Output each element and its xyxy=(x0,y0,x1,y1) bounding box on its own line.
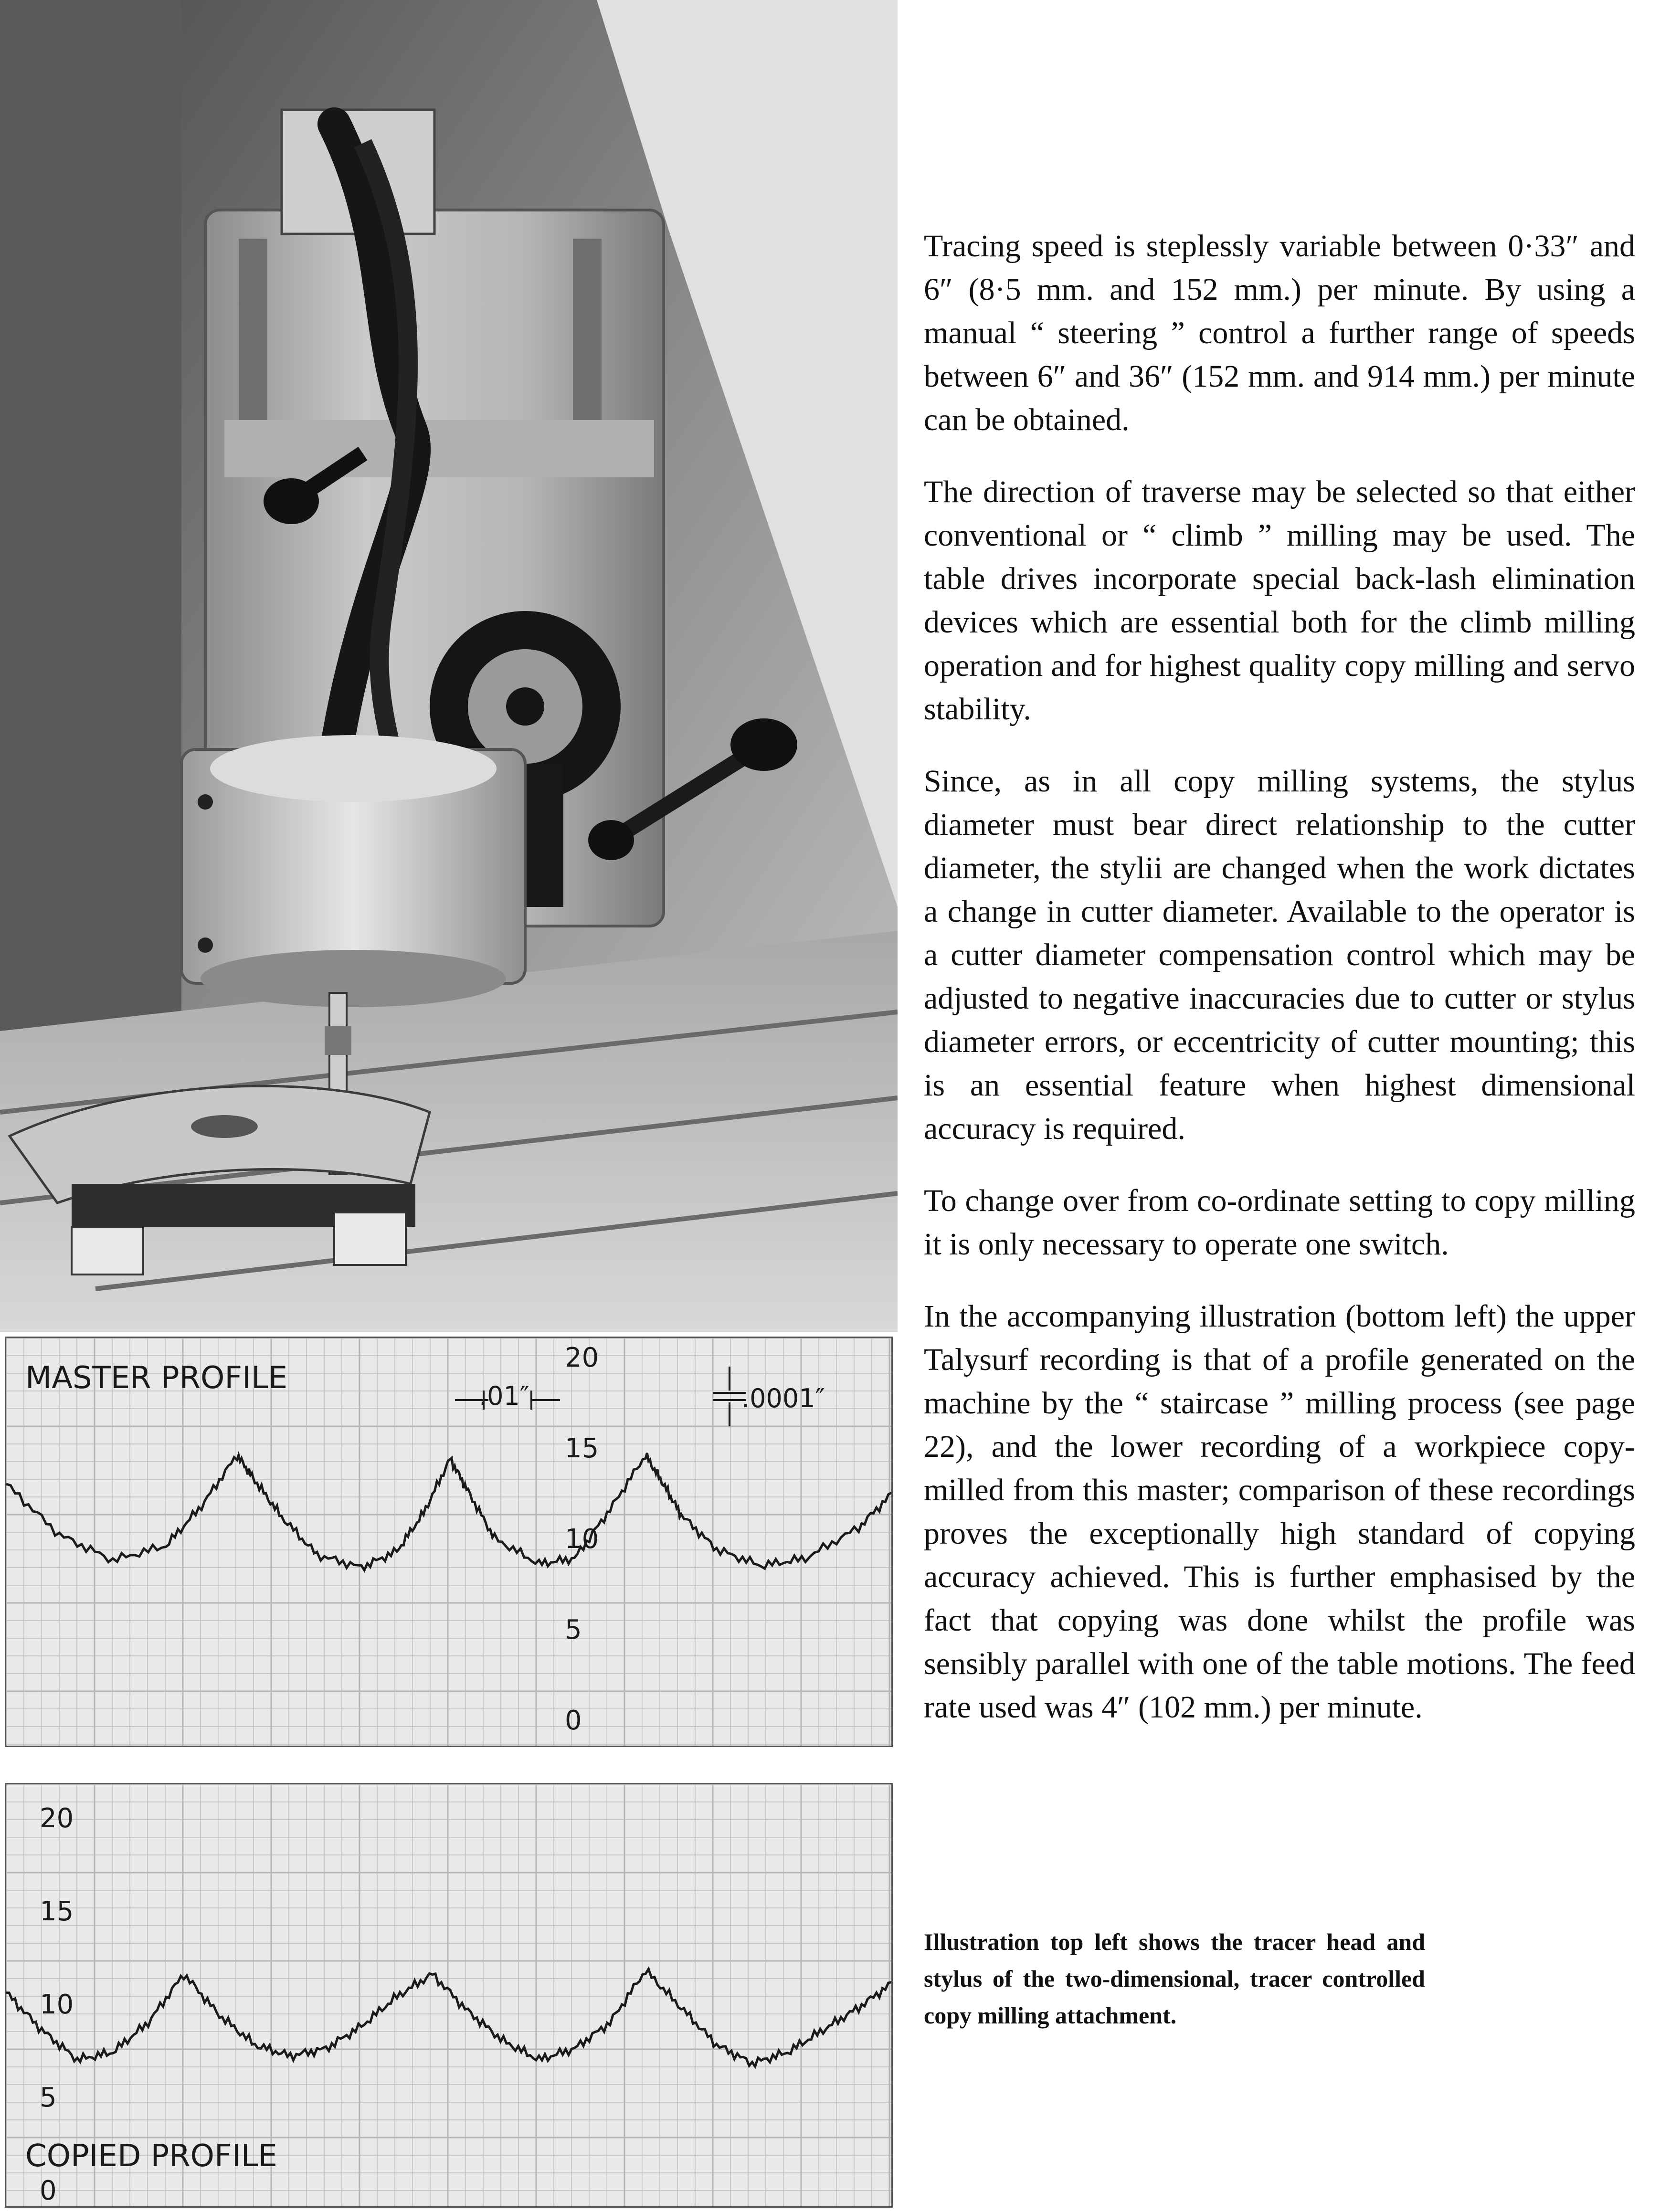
paragraph-illustration-recordings: In the accompanying illustration (bottom left) the upper Talysurf recording is that of a profile generated on the machine by the “ staircase ” milling process (see page 22), and the lower recording of a workpiece copy-milled from this master; comparison of these recordings proves the exceptionally high standard of copying accuracy achieved. This is further emphasised by the fact that copying was done whilst the profile was sensibly parallel with one of the table motions. The feed rate used was 4″ (102 mm.) per minute. xyxy=(924,1299,1635,1725)
y-tick-label: 15 xyxy=(40,1896,74,1927)
y-tick-labels xyxy=(565,1342,599,1736)
article-text xyxy=(924,224,1635,1758)
y-tick-label: 15 xyxy=(565,1433,599,1464)
y-tick-label: 20 xyxy=(565,1342,599,1373)
copied-profile-chart xyxy=(5,1783,893,2208)
scale-label-01: .01″ xyxy=(479,1381,530,1411)
paragraph-tracing-speed: Tracing speed is steplessly variable between 0·33″ and 6″ (8·5 mm. and 152 mm.) per minute. By using a manual “ steering ” control a further range of speeds between 6″ and 36″ (152 mm. and 914 mm.) per minute can be obtained. xyxy=(924,229,1635,437)
scale-label-0001: .0001″ xyxy=(741,1383,825,1413)
paragraph-traverse-direction: The direction of traverse may be selected so that either conventional or “ climb ” milling may be used. The table drives incorporate special back-lash elimination devices which are essential both for the climb milling operation and for highest quality copy milling and servo stability. xyxy=(924,474,1635,727)
chart-title: MASTER PROFILE xyxy=(25,1360,288,1396)
master-profile-chart xyxy=(5,1337,893,1747)
photo-caption: Illustration top left shows the tracer head and stylus of the two-dimensional, tracer controlled copy milling attachment. xyxy=(924,1928,1425,2029)
master-profile-plot xyxy=(6,1338,893,1747)
y-tick-label: 0 xyxy=(565,1705,582,1736)
paragraph-changeover: To change over from co-ordinate setting to copy milling it is only necessary to operate one switch. xyxy=(924,1183,1635,1262)
y-tick-label: 5 xyxy=(565,1614,582,1645)
copied-profile-trace xyxy=(6,1969,893,2066)
master-profile-trace xyxy=(6,1453,893,1570)
paragraph-stylus-diameter: Since, as in all copy milling systems, the stylus diameter must bear direct relationship to the cutter diameter, the stylii are changed when the work dictates a change in cutter diameter. Available to the operator is a cutter diameter compensation control which may be adjusted to negative inaccuracies due to cutter or stylus diameter errors, or eccentricity of cutter mounting; this is an essential feature when highest dimensional accuracy is required. xyxy=(924,764,1635,1146)
y-tick-label: 10 xyxy=(40,1989,74,2020)
y-tick-label: 0 xyxy=(40,2175,57,2206)
y-tick-label: 10 xyxy=(565,1524,599,1555)
y-tick-label: 20 xyxy=(40,1803,74,1834)
copied-profile-plot xyxy=(6,1784,893,2208)
photo-dark-corner xyxy=(0,0,181,1050)
y-tick-label: 5 xyxy=(40,2082,57,2113)
tracer-head-photograph xyxy=(0,0,898,1332)
lever-knob xyxy=(264,478,319,524)
chart-title: COPIED PROFILE xyxy=(25,2138,277,2174)
